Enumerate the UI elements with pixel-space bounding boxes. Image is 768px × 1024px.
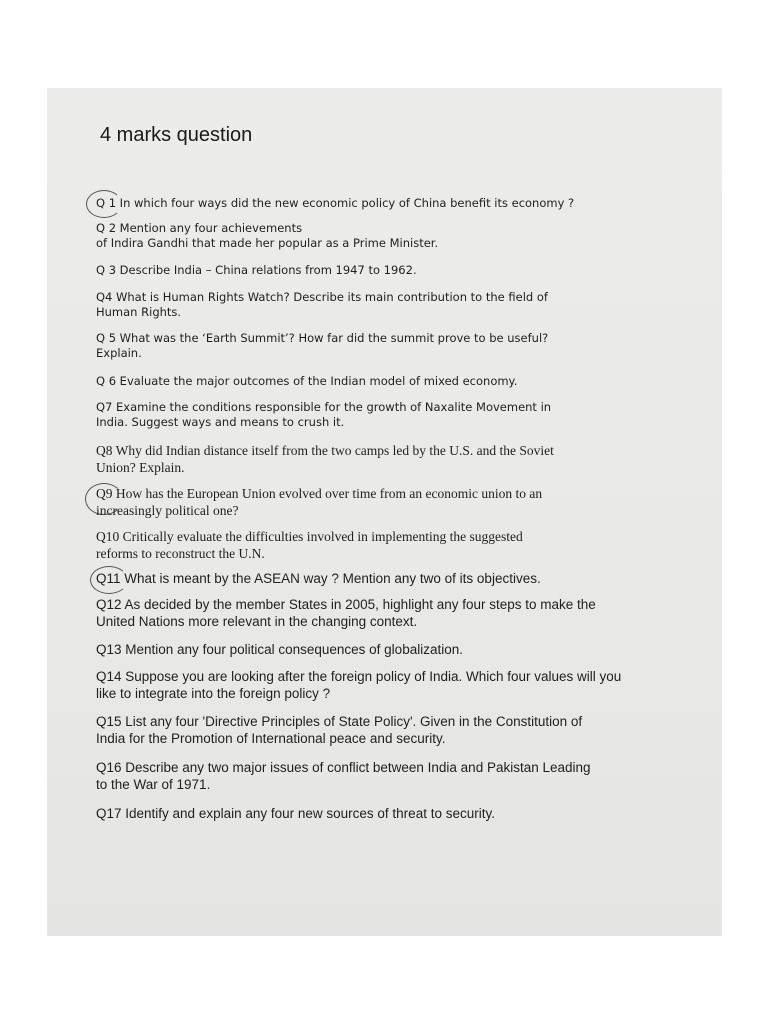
page-heading: 4 marks question bbox=[100, 124, 253, 146]
question-10: Q10 Critically evaluate the difficulties involved in implementing the suggested reforms to reconstruct the U.N. bbox=[96, 529, 523, 561]
question-13: Q13 Mention any four political consequences of globalization. bbox=[96, 642, 463, 657]
question-17: Q17 Identify and explain any four new sources of threat to security. bbox=[96, 806, 495, 821]
question-6: Q 6 Evaluate the major outcomes of the Indian model of mixed economy. bbox=[96, 374, 518, 388]
question-7: Q7 Examine the conditions responsible for the growth of Naxalite Movement in India. Suggest ways and means to crush it. bbox=[96, 400, 552, 429]
question-12: Q12 As decided by the member States in 2005, highlight any four steps to make the United Nations more relevant in the changing context. bbox=[96, 597, 596, 629]
question-16: Q16 Describe any two major issues of conflict between India and Pakistan Leading to the War of 1971. bbox=[96, 760, 591, 792]
question-8: Q8 Why did Indian distance itself from the two camps led by the U.S. and the Soviet Union? Explain. bbox=[96, 443, 554, 475]
question-1: Q 1 In which four ways did the new economic policy of China benefit its economy ? bbox=[96, 196, 575, 210]
question-3: Q 3 Describe India – China relations from 1947 to 1962. bbox=[96, 263, 417, 277]
question-5: Q 5 What was the ‘Earth Summit’? How far did the summit prove to be useful? Explain. bbox=[96, 331, 549, 360]
question-2: Q 2 Mention any four achievements of Indira Gandhi that made her popular as a Prime Minister. bbox=[96, 221, 439, 250]
question-11: Q11 What is meant by the ASEAN way ? Mention any two of its objectives. bbox=[96, 571, 541, 586]
question-9: Q9 How has the European Union evolved over time from an economic union to an increasingly political one? bbox=[96, 486, 543, 518]
question-15: Q15 List any four 'Directive Principles of State Policy'. Given in the Constitution of India for the Promotion of International peace and security. bbox=[96, 714, 583, 746]
question-4: Q4 What is Human Rights Watch? Describe its main contribution to the field of Human Rights. bbox=[96, 290, 548, 319]
question-14: Q14 Suppose you are looking after the foreign policy of India. Which four values will you like to integrate into the foreign policy ? bbox=[96, 669, 622, 701]
